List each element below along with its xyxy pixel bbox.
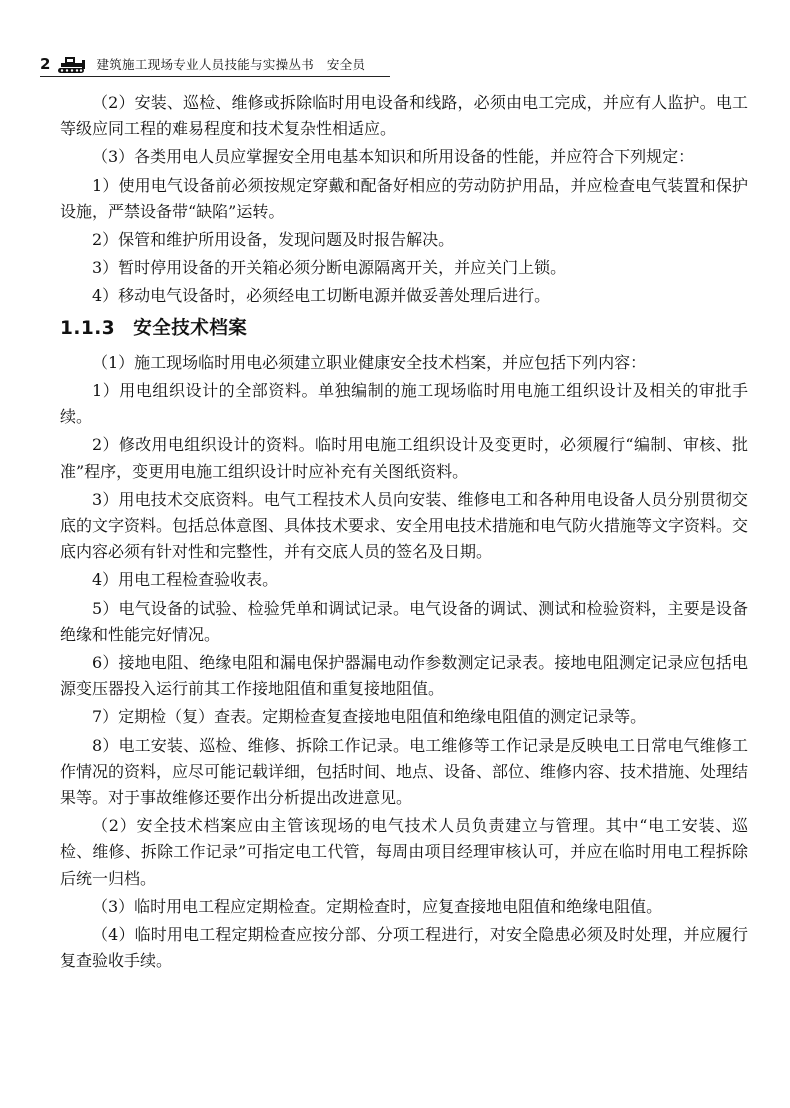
paragraph: 2）保管和维护所用设备，发现问题及时报告解决。	[92, 230, 455, 250]
paragraph: 2）修改用电组织设计的资料。临时用电施工组织设计及变更时，必须履行“编制、审核、批准”程序，变更用电施工组织设计时应补充有关图纸资料。	[60, 435, 748, 481]
paragraph: 1）用电组织设计的全部资料。单独编制的施工现场临时用电施工组织设计及相关的审批手续。	[60, 381, 748, 427]
paragraph: （1）施工现场临时用电必须建立职业健康安全技术档案，并应包括下列内容：	[92, 352, 647, 372]
paragraph: 3）用电技术交底资料。电气工程技术人员向安装、维修电工和各种用电设备人员分别贯彻交底的文字资料。包括总体意图、具体技术要求、安全用电技术措施和电气防火措施等文字资料。交底内容必须有针对性和完整性，并有交底人员的签名及日期。	[60, 489, 749, 562]
paragraph: （4）临时用电工程定期检查应按分部、分项工程进行，对安全隐患必须及时处理，并应履行复查验收手续。	[60, 925, 748, 971]
paragraph: 6）接地电阻、绝缘电阻和漏电保护器漏电动作参数测定记录表。接地电阻测定记录应包括电源变压器投入运行前其工作接地阻值和重复接地阻值。	[60, 653, 748, 699]
paragraph: 3）暂时停用设备的开关箱必须分断电源隔离开关，并应关门上锁。	[92, 258, 567, 278]
paragraph: （2）安全技术档案应由主管该现场的电气技术人员负责建立与管理。其中“电工安装、巡检、维修、拆除工作记录”可指定电工代管，每周由项目经理审核认可，并应在临时用电工程拆除后统一归档。	[60, 816, 748, 888]
bulldozer-icon	[56, 54, 90, 74]
section-title: 安全技术档案	[133, 317, 248, 339]
page-body	[60, 90, 748, 977]
running-header	[40, 52, 390, 77]
section-heading	[60, 316, 748, 342]
paragraph: 8）电工安装、巡检、维修、拆除工作记录。电工维修等工作记录是反映电工日常电气维修工作情况的资料，应尽可能记载详细，包括时间、地点、设备、部位、维修内容、技术措施、处理结果等。对于事故维修还要作出分析提出改进意见。	[60, 735, 749, 808]
section-number: 1.1.3	[60, 317, 116, 339]
paragraph: 4）用电工程检查验收表。	[92, 570, 279, 590]
paragraph: （2）安装、巡检、维修或拆除临时用电设备和线路，必须由电工完成，并应有人监护。电工等级应同工程的难易程度和技术复杂性相适应。	[60, 93, 748, 139]
running-title: 建筑施工现场专业人员技能与实操丛书 安全员	[96, 57, 366, 72]
paragraph: 1）使用电气设备前必须按规定穿戴和配备好相应的劳动防护用品，并应检查电气装置和保护设施，严禁设备带“缺陷”运转。	[60, 175, 748, 221]
paragraph: 5）电气设备的试验、检验凭单和调试记录。电气设备的调试、测试和检验资料，主要是设备绝缘和性能完好情况。	[60, 598, 748, 644]
paragraph: （3）临时用电工程应定期检查。定期检查时，应复查接地电阻值和绝缘电阻值。	[92, 896, 663, 916]
paragraph: （3）各类用电人员应掌握安全用电基本知识和所用设备的性能，并应符合下列规定：	[92, 147, 695, 167]
page-number: 2	[40, 55, 51, 73]
paragraph: 7）定期检（复）查表。定期检查复查接地电阻值和绝缘电阻值的测定记录等。	[92, 707, 647, 727]
paragraph: 4）移动电气设备时，必须经电工切断电源并做妥善处理后进行。	[92, 286, 551, 306]
